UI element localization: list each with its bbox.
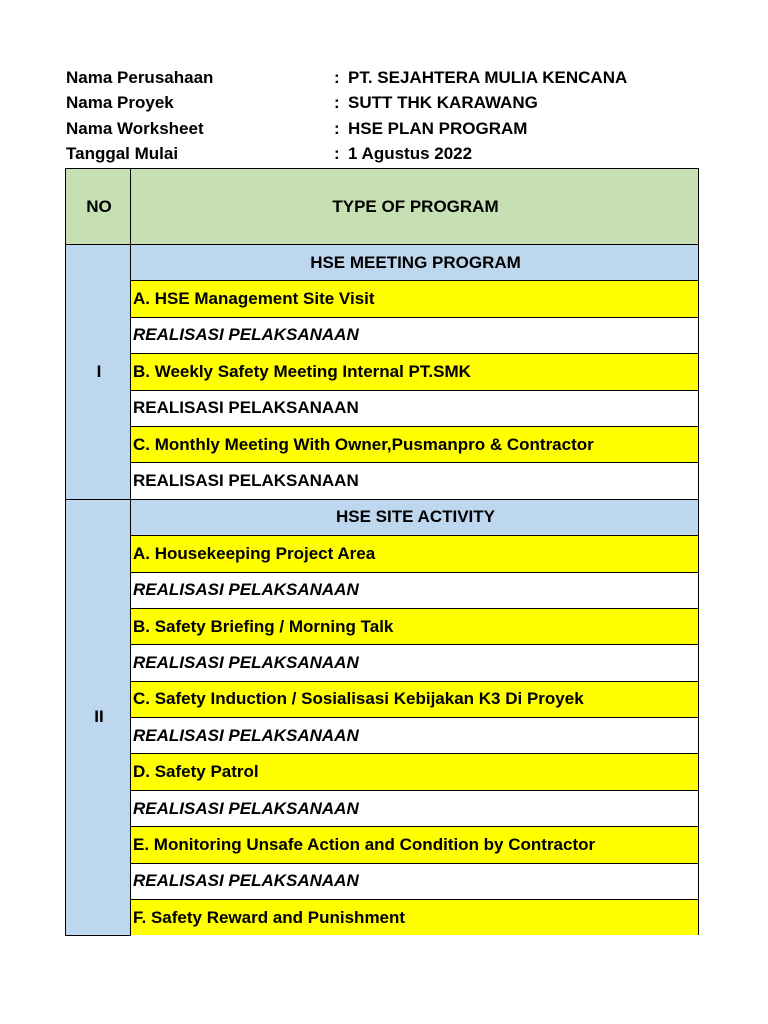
realisasi-row bbox=[66, 645, 699, 681]
section-row bbox=[66, 499, 699, 535]
header-label: Nama Proyek bbox=[66, 93, 174, 113]
realisasi-row bbox=[66, 863, 699, 899]
header-colon: : bbox=[334, 118, 340, 138]
section-title: HSE MEETING PROGRAM bbox=[131, 245, 699, 281]
program-item: C. Safety Induction / Sosialisasi Kebijakan K3 Di Proyek bbox=[131, 681, 699, 717]
header-colon: : bbox=[334, 93, 340, 113]
program-item-row bbox=[66, 281, 699, 317]
program-item-row bbox=[66, 827, 699, 863]
program-item-row bbox=[66, 681, 699, 717]
column-header-type: TYPE OF PROGRAM bbox=[131, 169, 699, 245]
program-item-row bbox=[66, 754, 699, 790]
header-label: Nama Perusahaan bbox=[66, 67, 214, 87]
program-item: C. Monthly Meeting With Owner,Pusmanpro & Contractor bbox=[131, 426, 699, 462]
program-item: B. Weekly Safety Meeting Internal PT.SMK bbox=[131, 354, 699, 390]
realisasi-label: REALISASI PELAKSANAAN bbox=[131, 718, 699, 754]
realisasi-row bbox=[66, 390, 699, 426]
header-row-start-date bbox=[66, 142, 706, 168]
header-value: 1 Agustus 2022 bbox=[348, 144, 473, 164]
program-item: A. HSE Management Site Visit bbox=[131, 281, 699, 317]
program-item: A. Housekeeping Project Area bbox=[131, 536, 699, 572]
program-item-row bbox=[66, 900, 699, 936]
realisasi-label: REALISASI PELAKSANAAN bbox=[131, 317, 699, 353]
realisasi-label: REALISASI PELAKSANAAN bbox=[131, 463, 699, 499]
program-item: B. Safety Briefing / Morning Talk bbox=[131, 608, 699, 644]
realisasi-row bbox=[66, 790, 699, 826]
program-item: E. Monitoring Unsafe Action and Condition by Contractor bbox=[131, 827, 699, 863]
section-title: HSE SITE ACTIVITY bbox=[131, 499, 699, 535]
header-label: Nama Worksheet bbox=[66, 118, 204, 138]
header-row-worksheet bbox=[66, 116, 706, 142]
header-row-company bbox=[66, 65, 706, 91]
section-row bbox=[66, 245, 699, 281]
header-colon: : bbox=[334, 67, 340, 87]
realisasi-label: REALISASI PELAKSANAAN bbox=[131, 790, 699, 826]
program-item-row bbox=[66, 608, 699, 644]
header-value: HSE PLAN PROGRAM bbox=[348, 118, 528, 138]
table-header-row bbox=[66, 169, 699, 245]
realisasi-label: REALISASI PELAKSANAAN bbox=[131, 572, 699, 608]
header-value: PT. SEJAHTERA MULIA KENCANA bbox=[348, 67, 628, 87]
realisasi-row bbox=[66, 463, 699, 499]
program-item-row bbox=[66, 354, 699, 390]
realisasi-label: REALISASI PELAKSANAAN bbox=[131, 863, 699, 899]
group-number: I bbox=[66, 245, 131, 500]
program-item-row bbox=[66, 426, 699, 462]
realisasi-label: REALISASI PELAKSANAAN bbox=[131, 390, 699, 426]
document-header bbox=[66, 65, 706, 167]
header-label: Tanggal Mulai bbox=[66, 144, 179, 164]
realisasi-row bbox=[66, 572, 699, 608]
program-item: F. Safety Reward and Punishment bbox=[131, 900, 699, 936]
group-number: II bbox=[66, 499, 131, 935]
header-value: SUTT THK KARAWANG bbox=[348, 93, 538, 113]
header-colon: : bbox=[334, 144, 340, 164]
program-item: D. Safety Patrol bbox=[131, 754, 699, 790]
realisasi-label: REALISASI PELAKSANAAN bbox=[131, 645, 699, 681]
column-header-no: NO bbox=[66, 169, 131, 245]
header-row-project bbox=[66, 91, 706, 117]
realisasi-row bbox=[66, 718, 699, 754]
hse-plan-table bbox=[65, 168, 699, 936]
realisasi-row bbox=[66, 317, 699, 353]
program-item-row bbox=[66, 536, 699, 572]
